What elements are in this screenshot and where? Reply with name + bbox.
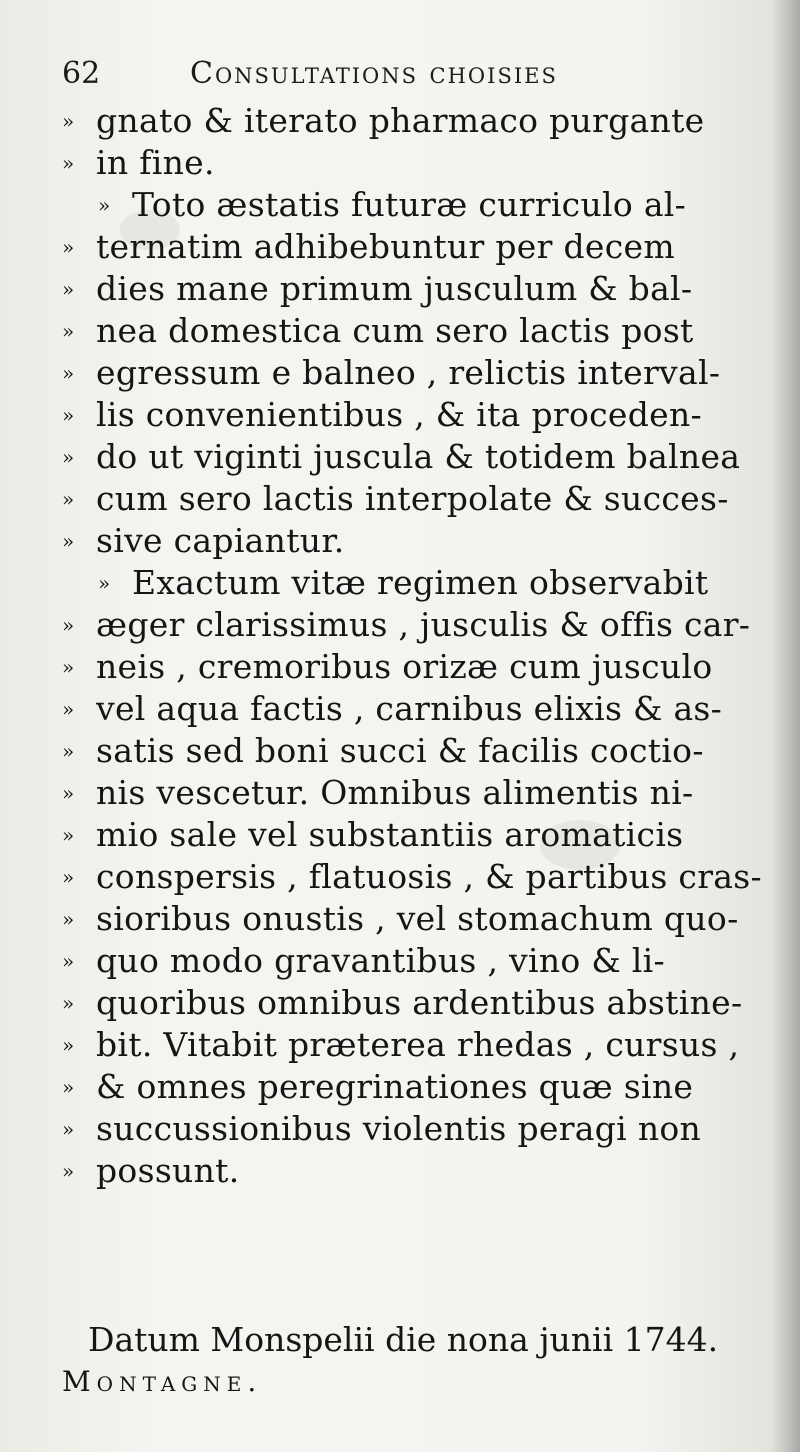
text-line [62, 268, 752, 310]
signature: Montagne. [62, 1365, 263, 1398]
quotation-mark: » [98, 571, 111, 595]
line-text: mio sale vel substantiis aromaticis [96, 815, 684, 854]
quotation-mark: » [62, 655, 75, 679]
text-line [62, 982, 752, 1024]
quotation-mark: » [62, 361, 75, 385]
page-number: 62 [62, 56, 101, 91]
page-gutter-shadow [772, 0, 800, 1452]
text-line [62, 646, 752, 688]
quotation-mark: » [98, 193, 111, 217]
text-line [62, 562, 752, 604]
line-text: neis , cremoribus orizæ cum jusculo [96, 647, 713, 686]
line-text: dies mane primum jusculum & bal- [96, 269, 693, 308]
text-line [62, 100, 752, 142]
text-line [62, 226, 752, 268]
text-line [62, 856, 762, 898]
body-text [62, 100, 762, 1192]
quotation-mark: » [62, 907, 75, 931]
text-line [62, 898, 752, 940]
text-line [62, 814, 752, 856]
quotation-mark: » [62, 697, 75, 721]
quotation-mark: » [62, 487, 75, 511]
line-text: nea domestica cum sero lactis post [96, 311, 694, 350]
line-text: in fine. [96, 143, 215, 182]
quotation-mark: » [62, 1159, 75, 1183]
text-line [62, 520, 752, 562]
line-text: sive capiantur. [96, 521, 345, 560]
quotation-mark: » [62, 319, 75, 343]
line-text: Exactum vitæ regimen observabit [132, 563, 709, 602]
line-text: quo modo gravantibus , vino & li- [96, 941, 665, 980]
quotation-mark: » [62, 1117, 75, 1141]
text-line [62, 1108, 752, 1150]
line-text: lis convenientibus , & ita proceden- [96, 395, 702, 434]
text-line [62, 688, 752, 730]
quotation-mark: » [62, 109, 75, 133]
quotation-mark: » [62, 865, 75, 889]
line-text: vel aqua factis , carnibus elixis & as- [96, 689, 723, 728]
text-line [62, 394, 752, 436]
line-text: nis vescetur. Omnibus alimentis ni- [96, 773, 694, 812]
quotation-mark: » [62, 151, 75, 175]
text-line [62, 478, 752, 520]
line-text: quoribus omnibus ardentibus abstine- [96, 983, 743, 1022]
text-line [62, 1024, 752, 1066]
quotation-mark: » [62, 235, 75, 259]
line-text: satis sed boni succi & facilis coctio- [96, 731, 704, 770]
text-line [62, 310, 752, 352]
text-line [62, 730, 752, 772]
line-text: æger clarissimus , jusculis & offis car- [96, 605, 751, 644]
line-text: succussionibus violentis peragi non [96, 1109, 702, 1148]
line-text: egressum e balneo , relictis interval- [96, 353, 721, 392]
quotation-mark: » [62, 949, 75, 973]
text-line [62, 436, 752, 478]
text-line [62, 352, 752, 394]
quotation-mark: » [62, 1033, 75, 1057]
line-text: sioribus onustis , vel stomachum quo- [96, 899, 739, 938]
text-line [62, 142, 752, 184]
quotation-mark: » [62, 529, 75, 553]
date-line: Datum Monspelii die nona junii 1744. [88, 1320, 719, 1359]
line-text: gnato & iterato pharmaco purgante [96, 101, 705, 140]
quotation-mark: » [62, 823, 75, 847]
line-text: do ut viginti juscula & totidem balnea [96, 437, 741, 476]
line-text: & omnes peregrinationes quæ sine [96, 1067, 694, 1106]
text-line [62, 1066, 752, 1108]
quotation-mark: » [62, 613, 75, 637]
running-head: Consultations choisies [190, 56, 558, 91]
quotation-mark: » [62, 781, 75, 805]
text-line [62, 184, 752, 226]
page-header [62, 52, 752, 102]
text-line [62, 604, 752, 646]
text-line [62, 940, 752, 982]
quotation-mark: » [62, 739, 75, 763]
line-text: cum sero lactis interpolate & succes- [96, 479, 729, 518]
line-text: bit. Vitabit præterea rhedas , cursus , [96, 1025, 740, 1064]
quotation-mark: » [62, 403, 75, 427]
quotation-mark: » [62, 991, 75, 1015]
quotation-mark: » [62, 445, 75, 469]
quotation-mark: » [62, 1075, 75, 1099]
line-text: ternatim adhibebuntur per decem [96, 227, 675, 266]
line-text: Toto æstatis futuræ curriculo al- [132, 185, 687, 224]
text-line [62, 772, 752, 814]
text-line [62, 1150, 752, 1192]
quotation-mark: » [62, 277, 75, 301]
line-text: possunt. [96, 1151, 240, 1190]
line-text: conspersis , flatuosis , & partibus cras- [96, 857, 762, 896]
